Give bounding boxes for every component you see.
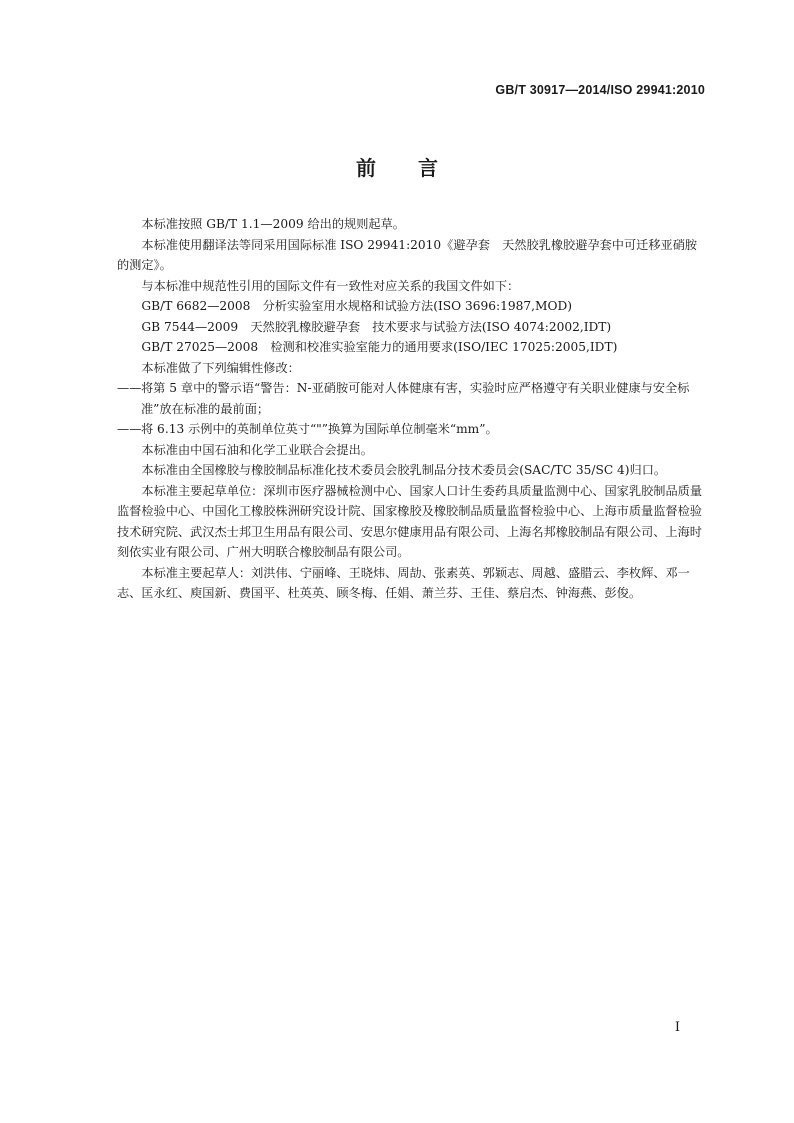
paragraph-reference-intro: 与本标准中规范性引用的国际文件有一致性对应关系的我国文件如下： — [141, 278, 520, 293]
reference-gbt6682: GB/T 6682—2008 分析实验室用水规格和试验方法(ISO 3696:1987,MOD) — [141, 299, 573, 313]
paragraph-centralized-by: 本标准由全国橡胶与橡胶制品标准化技术委员会胶乳制品分技术委员会(SAC/TC 35/SC 4)归口。 — [141, 463, 667, 477]
page-title: 前言 — [356, 156, 480, 180]
paragraph-drafters: 本标准主要起草人：刘洪伟、宁丽峰、王晓炜、周劼、张素英、郭颖志、周越、盛腊云、李枚辉、邓一志、匡永红、庾国新、费国平、杜英英、顾冬梅、任娟、萧兰芬、王佳、蔡启杰、钟海燕、彭俊。 — [117, 565, 690, 600]
paragraph-drafting-rules: 本标准按照 GB/T 1.1—2009 给出的规则起草。 — [141, 217, 405, 231]
list-item — [117, 378, 703, 419]
document-body — [117, 214, 703, 604]
paragraph-adoption: 本标准使用翻译法等同采用国际标准 ISO 29941:2010《避孕套 天然胶乳橡胶避孕套中可迁移亚硝胺的测定》。 — [117, 237, 698, 272]
dash-marker: —— — [117, 422, 142, 436]
paragraph-editorial-intro: 本标准做了下列编辑性修改： — [141, 360, 300, 375]
reference-gb7544: GB 7544—2009 天然胶乳橡胶避孕套 技术要求与试验方法(ISO 4074:2002,IDT) — [141, 319, 612, 334]
list-item-text: 将第 5 章中的警示语“警告：N-亚硝胺可能对人体健康有害，实验时应严格遵守有关职业健康与安全标准”放在标准的最前面； — [141, 381, 690, 416]
page-number: I — [674, 1020, 680, 1035]
paragraph-proposer: 本标准由中国石油和化学工业联合会提出。 — [141, 442, 373, 457]
dash-marker: —— — [117, 381, 142, 395]
reference-gbt27025: GB/T 27025—2008 检测和校准实验室能力的通用要求(ISO/IEC 17025:2005,IDT) — [141, 340, 618, 354]
paragraph-drafting-units: 本标准主要起草单位：深圳市医疗器械检测中心、国家人口计生委药具质量监测中心、国家乳胶制品质量监督检验中心、中国化工橡胶株洲研究设计院、国家橡胶及橡胶制品质量监督检验中心、上海市质量监督检验技术研究院、武汉杰士邦卫生用品有限公司、安思尔健康用品有限公司、上海名邦橡胶制品有限公司、上海时刻依实业有限公司、广州大明联合橡胶制品有限公司。 — [117, 483, 703, 559]
standard-code-header: GB/T 30917—2014/ISO 29941:2010 — [495, 83, 705, 97]
list-item-text: 将 6.13 示例中的英制单位英寸“"”换算为国际单位制毫米“mm”。 — [141, 422, 498, 436]
list-item — [117, 419, 703, 440]
